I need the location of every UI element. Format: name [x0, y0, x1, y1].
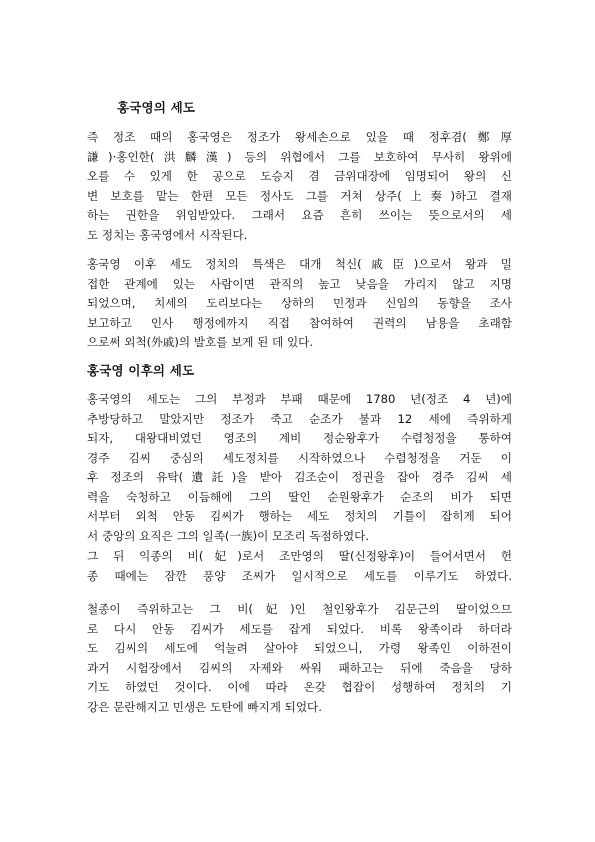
text-line: 즉 정조 때의 홍국영은 정조가 왕세손으로 있을 때 정후겸(鄭厚 [87, 130, 512, 144]
text-line: 홍국영의 세도는 그의 부정과 부패 때문에 1780 년(정조 4 년)에 [87, 392, 512, 406]
text-line: 로 다시 안동 김씨가 세도를 잡게 되었다. 비록 왕족이라 하더라 [87, 621, 512, 636]
text-line: 력을 숙청하고 이듬해에 그의 딸인 순원왕후가 순조의 비가 되면 [87, 489, 512, 504]
paragraph [87, 600, 512, 717]
text-line: 으로써 외척(外戚)의 발호를 보게 된 데 있다. [87, 335, 314, 349]
text-line: 오를 수 있게 한 공으로 도승지 겸 금위대장에 임명되어 왕의 신 [87, 169, 512, 183]
text-line: 도 김씨의 세도에 억눌려 살아야 되었으니, 가령 왕족인 이하전이 [87, 641, 512, 655]
text-line: 과거 시험장에서 김씨의 자제와 싸워 패하고는 뒤에 죽음을 당하 [87, 660, 512, 675]
text-line: 경주 김씨 중심의 세도정치를 시작하였으나 수렴청정을 거둔 이 [87, 450, 512, 465]
text-line: 강은 문란해지고 민생은 도탄에 빠지게 되었다. [87, 699, 322, 714]
text-line: 그 뒤 익종의 비(妃)로서 조만영의 딸(신정왕후)이 들어서면서 헌 [87, 549, 512, 563]
paragraph [87, 547, 512, 586]
paragraph [87, 255, 512, 353]
text-line: 하는 권한을 위임받았다. 그래서 요즘 흔히 쓰이는 뜻으로서의 세 [87, 208, 512, 222]
text-line: 후 정조의 유탁(遺託)을 받아 김조순이 정권을 잡아 경주 김씨 세 [87, 470, 512, 484]
paragraph [87, 390, 512, 546]
text-line: 謙)·홍인한(洪麟漢) 등의 위협에서 그를 보호하여 무사히 왕위에 [87, 149, 512, 164]
text-line: 기도 하였던 것이다. 이에 따라 온갖 협잡이 성행하여 정치의 기 [87, 680, 512, 694]
text-line: 도 정치는 홍국영에서 시작된다. [87, 227, 248, 242]
section-heading-hong-guk-yeong-sedo: 홍국영의 세도 [117, 100, 196, 115]
text-line: 홍국영 이후 세도 정치의 특색은 대개 척신(戚臣)으로서 왕과 밀 [87, 257, 512, 271]
text-line: 보고하고 인사 행정에까지 직접 참여하여 권력의 남용을 초래함 [87, 315, 512, 330]
text-line: 되었으며, 치세의 도리보다는 상하의 민정과 신임의 동향을 조사 [87, 296, 512, 310]
text-line: 종 때에는 잠깐 풍양 조씨가 일시적으로 세도를 이루기도 하였다. [87, 568, 512, 583]
text-line: 추방당하고 말았지만 정조가 죽고 순조가 불과 12 세에 즉위하게 [87, 411, 512, 426]
paragraph [87, 128, 512, 245]
text-line: 변 보호를 맡는 한편 모든 정사도 그를 거쳐 상주(上奏)하고 결재 [87, 188, 512, 203]
text-line: 접한 관계에 있는 사람이면 관직의 높고 낮음을 가리지 않고 지명 [87, 276, 512, 291]
text-line: 서 중앙의 요직은 그의 일족(一族)이 모조리 독점하였다. [87, 528, 370, 543]
section-heading-after-hong-guk-yeong: 홍국영 이후의 세도 [87, 363, 195, 378]
text-line: 서부터 외척 안동 김씨가 행하는 세도 정치의 기틀이 잡히게 되어 [87, 509, 512, 523]
text-line: 철종이 즉위하고는 그 비(妃)인 철인왕후가 김문근의 딸이었으므 [87, 602, 512, 616]
text-line: 되자, 대왕대비였던 영조의 계비 정순왕후가 수렴청정을 통하여 [87, 431, 512, 445]
